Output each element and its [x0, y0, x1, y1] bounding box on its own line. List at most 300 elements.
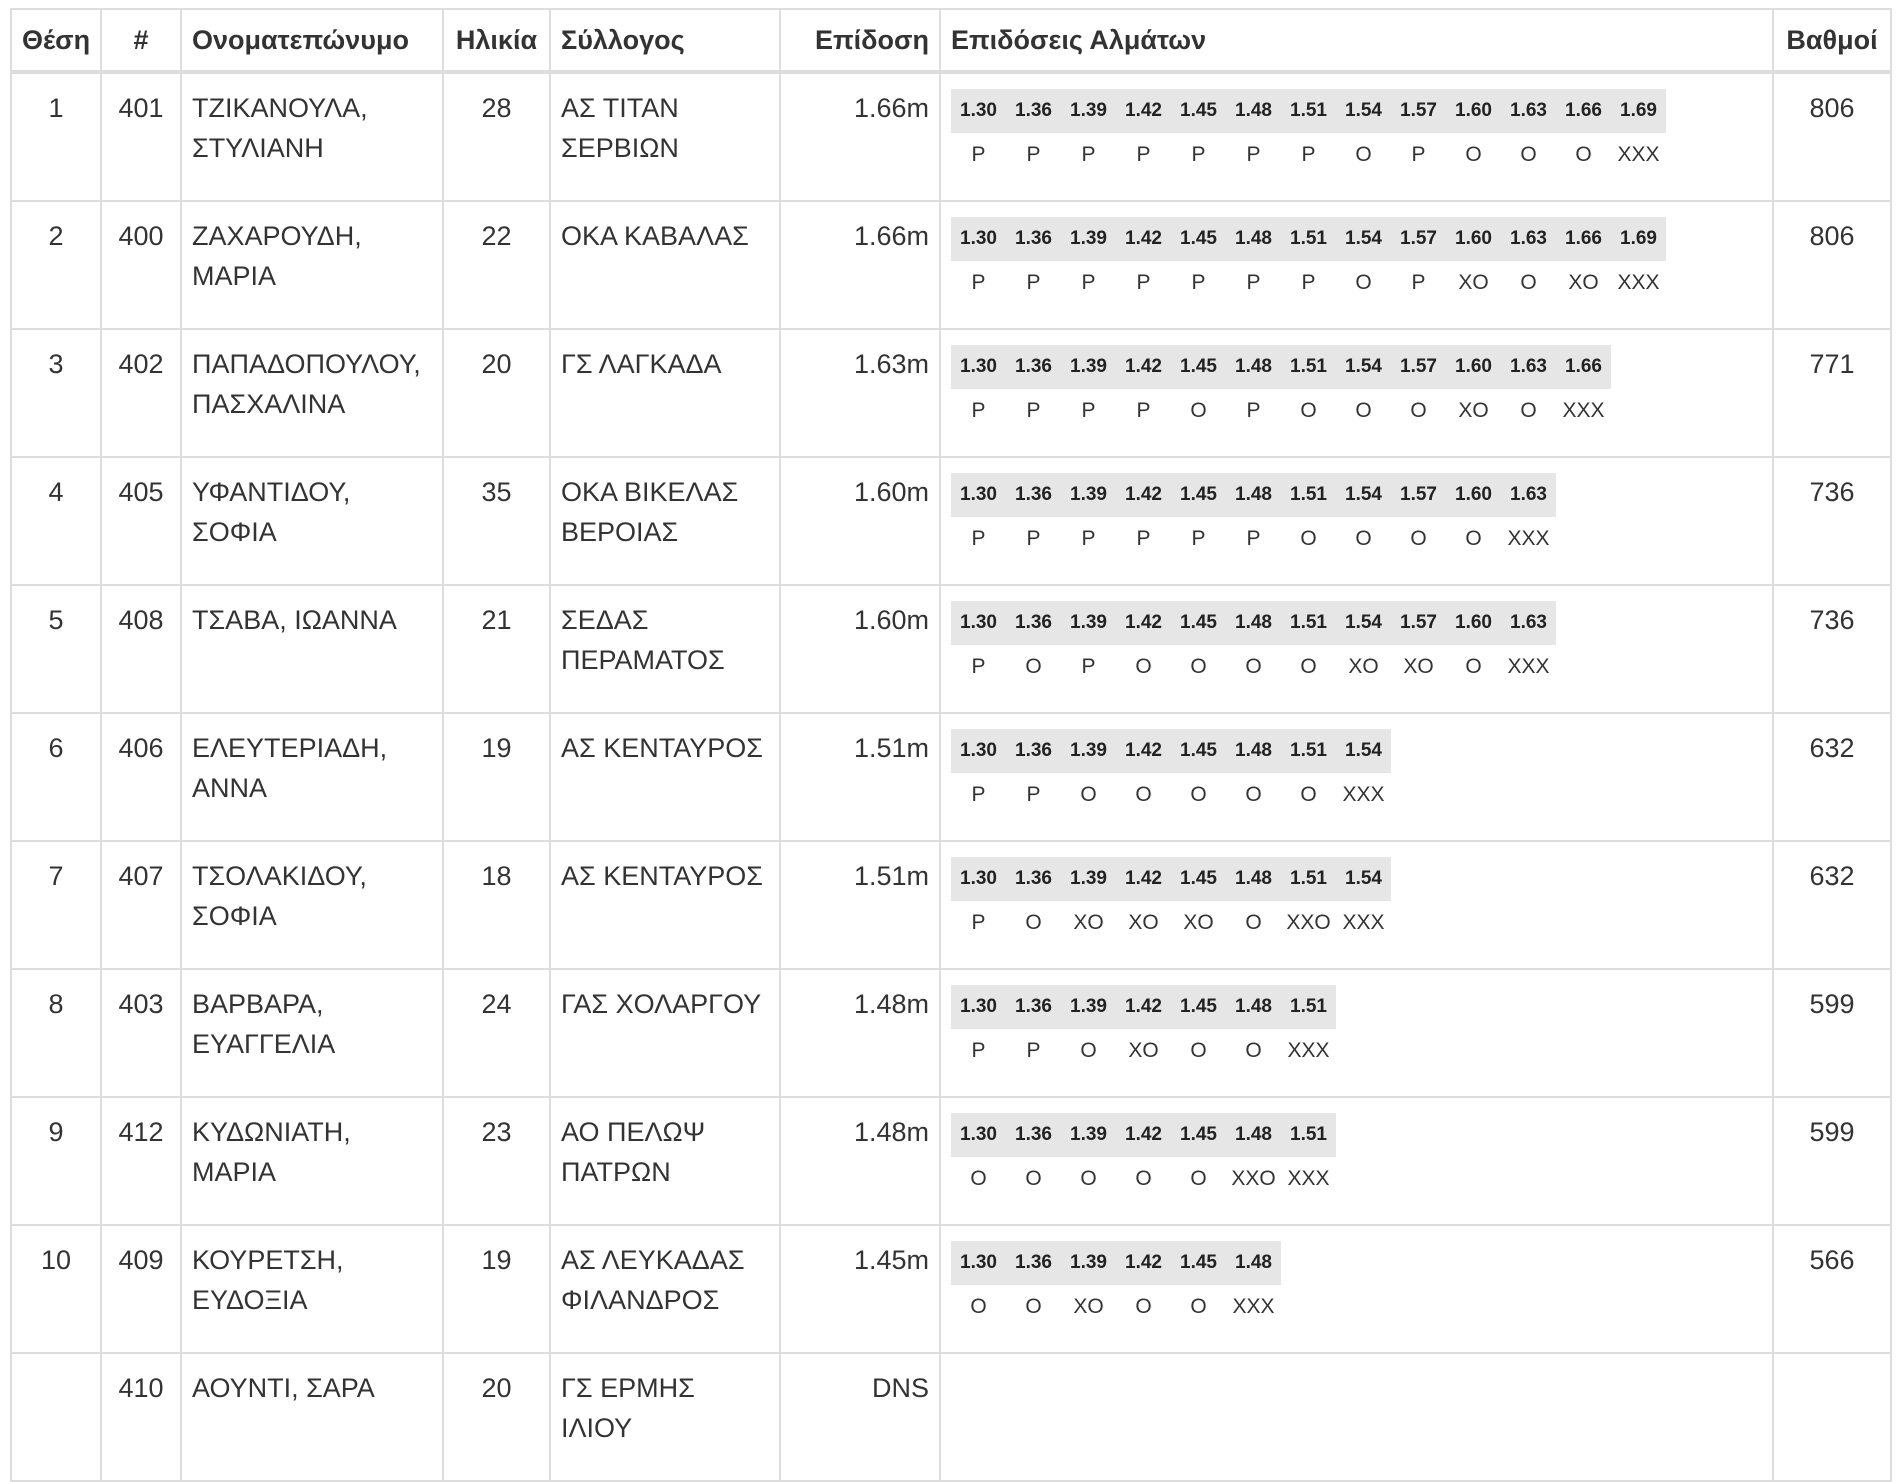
attempt-height: 1.42	[1116, 217, 1171, 261]
cell-age: 19	[443, 713, 550, 841]
table-row	[11, 969, 1891, 1097]
attempt-height: 1.57	[1391, 601, 1446, 645]
attempt-height: 1.36	[1006, 217, 1061, 261]
cell-performance: 1.48m	[780, 1097, 940, 1225]
attempt-height: 1.60	[1446, 473, 1501, 517]
cell-attempts	[940, 713, 1773, 841]
attempt-height: 1.39	[1061, 1241, 1116, 1285]
attempt-height: 1.30	[951, 89, 1006, 133]
cell-attempts	[940, 969, 1773, 1097]
attempt-mark: XO	[1073, 911, 1104, 934]
cell-bib: 409	[101, 1225, 181, 1353]
cell-place: 10	[11, 1225, 101, 1353]
attempt-height: 1.42	[1116, 729, 1171, 773]
attempt-height: 1.63	[1501, 601, 1556, 645]
attempt-mark: O	[1080, 1039, 1097, 1062]
cell-place: 7	[11, 841, 101, 969]
cell-athlete-name: ΤΖΙΚΑΝΟΥΛΑ, ΣΤΥΛΙΑΝΗ	[181, 72, 443, 201]
attempt-mark: O	[1025, 655, 1042, 678]
cell-club: ΟΚΑ ΒΙΚΕΛΑΣ ΒΕΡΟΙΑΣ	[550, 457, 780, 585]
attempt-height: 1.36	[1006, 473, 1061, 517]
attempt-mark: XXO	[1231, 1167, 1276, 1190]
attempt-marks-row	[951, 1285, 1281, 1329]
attempt-mark: P	[971, 655, 986, 678]
attempt-heights-row	[951, 857, 1391, 901]
cell-place: 6	[11, 713, 101, 841]
attempt-height: 1.60	[1446, 345, 1501, 389]
attempt-mark: P	[1136, 271, 1151, 294]
cell-performance: 1.66m	[780, 72, 940, 201]
cell-attempts	[940, 329, 1773, 457]
cell-age: 20	[443, 1353, 550, 1481]
attempt-mark: O	[970, 1295, 987, 1318]
attempt-height: 1.36	[1006, 345, 1061, 389]
attempt-mark: O	[1190, 1295, 1207, 1318]
cell-club: ΑΣ ΛΕΥΚΑΔΑΣ ΦΙΛΑΝΔΡΟΣ	[550, 1225, 780, 1353]
attempt-marks-row	[951, 773, 1391, 817]
attempts-grid	[951, 601, 1556, 689]
attempt-mark: XO	[1568, 271, 1599, 294]
attempt-mark: O	[1245, 911, 1262, 934]
attempt-mark: XXX	[1617, 143, 1660, 166]
cell-points: 806	[1773, 201, 1891, 329]
attempt-mark: P	[1411, 271, 1426, 294]
attempt-mark: P	[1136, 527, 1151, 550]
cell-place: 1	[11, 72, 101, 201]
attempt-height: 1.60	[1446, 601, 1501, 645]
attempt-mark: XXO	[1286, 911, 1331, 934]
cell-athlete-name: ΖΑΧΑΡΟΥΔΗ, ΜΑΡΙΑ	[181, 201, 443, 329]
attempt-height: 1.63	[1501, 473, 1556, 517]
attempt-height: 1.30	[951, 857, 1006, 901]
cell-performance: 1.48m	[780, 969, 940, 1097]
cell-place: 4	[11, 457, 101, 585]
attempts-grid	[951, 473, 1556, 561]
cell-attempts	[940, 457, 1773, 585]
header-bib[interactable]: #	[101, 9, 181, 72]
attempt-height: 1.48	[1226, 1113, 1281, 1157]
cell-age: 20	[443, 329, 550, 457]
cell-bib: 412	[101, 1097, 181, 1225]
attempt-mark: P	[971, 143, 986, 166]
attempt-mark: P	[1246, 271, 1261, 294]
attempt-mark: O	[1190, 783, 1207, 806]
attempt-mark: O	[1465, 527, 1482, 550]
attempt-mark: O	[1300, 527, 1317, 550]
attempt-mark: O	[1355, 143, 1372, 166]
attempt-height: 1.30	[951, 1241, 1006, 1285]
attempt-mark: XO	[1403, 655, 1434, 678]
cell-bib: 406	[101, 713, 181, 841]
attempt-height: 1.30	[951, 985, 1006, 1029]
cell-place: 2	[11, 201, 101, 329]
cell-athlete-name: ΤΣΟΛΑΚΙΔΟΥ, ΣΟΦΙΑ	[181, 841, 443, 969]
cell-athlete-name: ΥΦΑΝΤΙΔΟΥ, ΣΟΦΙΑ	[181, 457, 443, 585]
cell-performance: 1.60m	[780, 457, 940, 585]
attempt-height: 1.39	[1061, 1113, 1116, 1157]
attempt-mark: XXX	[1287, 1039, 1330, 1062]
attempt-height: 1.45	[1171, 217, 1226, 261]
attempt-mark: P	[971, 783, 986, 806]
cell-performance: 1.60m	[780, 585, 940, 713]
cell-attempts	[940, 201, 1773, 329]
header-points[interactable]: Βαθμοί	[1773, 9, 1891, 72]
attempt-height: 1.36	[1006, 89, 1061, 133]
table-row	[11, 201, 1891, 329]
attempt-mark: O	[1135, 783, 1152, 806]
attempt-height: 1.36	[1006, 729, 1061, 773]
attempt-height: 1.42	[1116, 345, 1171, 389]
cell-age: 19	[443, 1225, 550, 1353]
cell-age: 35	[443, 457, 550, 585]
cell-performance: 1.45m	[780, 1225, 940, 1353]
table-row	[11, 1225, 1891, 1353]
attempt-mark: O	[1355, 399, 1372, 422]
attempt-height: 1.54	[1336, 473, 1391, 517]
attempt-height: 1.42	[1116, 89, 1171, 133]
attempt-mark: O	[970, 1167, 987, 1190]
attempt-mark: O	[1300, 399, 1317, 422]
attempt-mark: O	[1025, 1167, 1042, 1190]
cell-athlete-name: ΚΥΔΩΝΙΑΤΗ, ΜΑΡΙΑ	[181, 1097, 443, 1225]
attempt-mark: P	[971, 271, 986, 294]
attempt-mark: O	[1520, 271, 1537, 294]
attempt-mark: P	[1026, 1039, 1041, 1062]
cell-attempts	[940, 1353, 1773, 1481]
attempt-height: 1.48	[1226, 729, 1281, 773]
attempt-height: 1.48	[1226, 601, 1281, 645]
cell-club: ΑΣ ΤΙΤΑΝ ΣΕΡΒΙΩΝ	[550, 72, 780, 201]
attempt-mark: O	[1410, 527, 1427, 550]
attempt-mark: P	[1081, 399, 1096, 422]
attempt-mark: P	[1191, 271, 1206, 294]
attempt-height: 1.48	[1226, 217, 1281, 261]
cell-club: ΓΣ ΛΑΓΚΑΔΑ	[550, 329, 780, 457]
attempt-marks-row	[951, 1029, 1336, 1073]
attempt-height: 1.57	[1391, 345, 1446, 389]
attempt-height: 1.54	[1336, 857, 1391, 901]
attempts-grid	[951, 345, 1611, 433]
attempt-mark: P	[971, 527, 986, 550]
attempt-mark: XO	[1458, 271, 1489, 294]
cell-attempts	[940, 72, 1773, 201]
cell-performance: 1.63m	[780, 329, 940, 457]
attempt-height: 1.39	[1061, 473, 1116, 517]
attempt-height: 1.63	[1501, 217, 1556, 261]
attempt-mark: O	[1190, 655, 1207, 678]
attempt-mark: P	[1081, 143, 1096, 166]
cell-bib: 408	[101, 585, 181, 713]
cell-points: 566	[1773, 1225, 1891, 1353]
cell-performance: 1.66m	[780, 201, 940, 329]
attempts-grid	[951, 1113, 1336, 1201]
cell-points: 599	[1773, 1097, 1891, 1225]
attempt-mark: O	[1245, 655, 1262, 678]
header-age[interactable]: Ηλικία	[443, 9, 550, 72]
cell-points: 632	[1773, 713, 1891, 841]
attempt-height: 1.54	[1336, 89, 1391, 133]
attempt-mark: XO	[1073, 1295, 1104, 1318]
cell-age: 21	[443, 585, 550, 713]
cell-age: 28	[443, 72, 550, 201]
attempt-height: 1.30	[951, 473, 1006, 517]
attempts-grid	[951, 985, 1336, 1073]
table-header	[11, 9, 1891, 72]
attempt-mark: XXX	[1342, 911, 1385, 934]
table-row	[11, 713, 1891, 841]
cell-place	[11, 1353, 101, 1481]
attempts-grid	[951, 89, 1666, 177]
attempt-height: 1.45	[1171, 601, 1226, 645]
attempt-height: 1.51	[1281, 857, 1336, 901]
cell-points: 599	[1773, 969, 1891, 1097]
table-row	[11, 585, 1891, 713]
attempt-height: 1.66	[1556, 89, 1611, 133]
attempt-height: 1.42	[1116, 985, 1171, 1029]
attempt-mark: XO	[1458, 399, 1489, 422]
attempt-height: 1.48	[1226, 473, 1281, 517]
table-body	[11, 72, 1891, 1481]
results-table	[10, 8, 1892, 1482]
attempt-height: 1.45	[1171, 1113, 1226, 1157]
attempt-marks-row	[951, 261, 1666, 305]
attempt-mark: O	[1355, 271, 1372, 294]
attempt-mark: XXX	[1507, 655, 1550, 678]
attempt-height: 1.42	[1116, 1241, 1171, 1285]
attempt-mark: XO	[1128, 911, 1159, 934]
attempt-height: 1.54	[1336, 729, 1391, 773]
table-row	[11, 329, 1891, 457]
attempt-mark: O	[1135, 655, 1152, 678]
attempt-mark: P	[1136, 399, 1151, 422]
cell-points: 632	[1773, 841, 1891, 969]
cell-place: 9	[11, 1097, 101, 1225]
attempt-mark: O	[1575, 143, 1592, 166]
cell-age: 22	[443, 201, 550, 329]
attempt-heights-row	[951, 985, 1336, 1029]
attempt-height: 1.30	[951, 1113, 1006, 1157]
attempt-height: 1.51	[1281, 345, 1336, 389]
attempt-heights-row	[951, 345, 1611, 389]
attempt-mark: O	[1520, 399, 1537, 422]
attempt-height: 1.60	[1446, 89, 1501, 133]
attempt-height: 1.48	[1226, 985, 1281, 1029]
attempt-height: 1.30	[951, 217, 1006, 261]
attempt-height: 1.54	[1336, 345, 1391, 389]
attempt-height: 1.36	[1006, 1113, 1061, 1157]
attempt-mark: P	[1026, 399, 1041, 422]
attempt-mark: P	[1411, 143, 1426, 166]
cell-bib: 410	[101, 1353, 181, 1481]
cell-bib: 405	[101, 457, 181, 585]
attempt-mark: O	[1410, 399, 1427, 422]
attempt-heights-row	[951, 473, 1556, 517]
attempts-grid	[951, 857, 1391, 945]
attempt-height: 1.69	[1611, 217, 1666, 261]
header-performance[interactable]: Επίδοση	[780, 9, 940, 72]
attempt-height: 1.36	[1006, 985, 1061, 1029]
cell-athlete-name: ΕΛΕΥΤΕΡΙΑΔΗ, ΑΝΝΑ	[181, 713, 443, 841]
cell-place: 8	[11, 969, 101, 1097]
cell-points: 806	[1773, 72, 1891, 201]
attempt-height: 1.39	[1061, 729, 1116, 773]
attempt-mark: O	[1190, 1039, 1207, 1062]
header-club[interactable]: Σύλλογος	[550, 9, 780, 72]
attempt-mark: P	[1191, 143, 1206, 166]
cell-age: 18	[443, 841, 550, 969]
attempt-heights-row	[951, 729, 1391, 773]
cell-points: 771	[1773, 329, 1891, 457]
attempt-height: 1.51	[1281, 473, 1336, 517]
attempt-mark: O	[1080, 783, 1097, 806]
attempt-height: 1.42	[1116, 473, 1171, 517]
attempt-height: 1.45	[1171, 985, 1226, 1029]
attempt-mark: P	[1136, 143, 1151, 166]
cell-performance: DNS	[780, 1353, 940, 1481]
attempt-height: 1.42	[1116, 601, 1171, 645]
attempt-mark: P	[1026, 783, 1041, 806]
attempt-mark: XXX	[1342, 783, 1385, 806]
attempt-mark: O	[1465, 655, 1482, 678]
attempt-mark: O	[1300, 783, 1317, 806]
attempt-mark: O	[1300, 655, 1317, 678]
attempt-height: 1.39	[1061, 985, 1116, 1029]
attempt-height: 1.30	[951, 729, 1006, 773]
attempt-height: 1.66	[1556, 345, 1611, 389]
attempt-mark: O	[1355, 527, 1372, 550]
header-attempts[interactable]: Επιδόσεις Αλμάτων	[940, 9, 1773, 72]
attempt-height: 1.45	[1171, 1241, 1226, 1285]
cell-bib: 403	[101, 969, 181, 1097]
attempt-height: 1.63	[1501, 345, 1556, 389]
attempt-mark: XXX	[1232, 1295, 1275, 1318]
header-name[interactable]: Ονοματεπώνυμο	[181, 9, 443, 72]
attempt-height: 1.51	[1281, 729, 1336, 773]
attempt-height: 1.51	[1281, 985, 1336, 1029]
cell-athlete-name: ΠΑΠΑΔΟΠΟΥΛΟΥ, ΠΑΣΧΑΛΙΝΑ	[181, 329, 443, 457]
attempt-height: 1.51	[1281, 217, 1336, 261]
attempt-height: 1.54	[1336, 601, 1391, 645]
attempt-mark: P	[1246, 143, 1261, 166]
attempt-heights-row	[951, 1113, 1336, 1157]
attempt-mark: XXX	[1287, 1167, 1330, 1190]
attempt-marks-row	[951, 133, 1666, 177]
cell-performance: 1.51m	[780, 841, 940, 969]
header-place[interactable]: Θέση	[11, 9, 101, 72]
cell-club: ΓΑΣ ΧΟΛΑΡΓΟΥ	[550, 969, 780, 1097]
cell-place: 5	[11, 585, 101, 713]
attempt-height: 1.42	[1116, 1113, 1171, 1157]
cell-athlete-name: ΤΣΑΒΑ, ΙΩΑΝΝΑ	[181, 585, 443, 713]
attempt-height: 1.48	[1226, 89, 1281, 133]
table-row	[11, 841, 1891, 969]
cell-performance: 1.51m	[780, 713, 940, 841]
cell-points: 736	[1773, 585, 1891, 713]
attempt-mark: P	[1026, 527, 1041, 550]
attempt-mark: P	[1081, 527, 1096, 550]
cell-club: ΑΣ ΚΕΝΤΑΥΡΟΣ	[550, 841, 780, 969]
attempt-heights-row	[951, 89, 1666, 133]
attempt-mark: P	[1081, 271, 1096, 294]
attempt-mark: O	[1520, 143, 1537, 166]
attempt-height: 1.45	[1171, 89, 1226, 133]
attempt-height: 1.36	[1006, 1241, 1061, 1285]
cell-age: 23	[443, 1097, 550, 1225]
cell-attempts	[940, 1225, 1773, 1353]
attempt-height: 1.51	[1281, 89, 1336, 133]
attempt-mark: P	[1246, 527, 1261, 550]
attempt-height: 1.36	[1006, 601, 1061, 645]
attempt-mark: XXX	[1562, 399, 1605, 422]
attempt-height: 1.39	[1061, 217, 1116, 261]
attempt-height: 1.66	[1556, 217, 1611, 261]
attempt-mark: O	[1190, 399, 1207, 422]
attempt-heights-row	[951, 1241, 1281, 1285]
attempt-height: 1.48	[1226, 857, 1281, 901]
cell-club: ΣΕΔΑΣ ΠΕΡΑΜΑΤΟΣ	[550, 585, 780, 713]
attempt-mark: P	[1026, 143, 1041, 166]
cell-club: ΟΚΑ ΚΑΒΑΛΑΣ	[550, 201, 780, 329]
attempt-height: 1.36	[1006, 857, 1061, 901]
attempt-height: 1.54	[1336, 217, 1391, 261]
attempt-height: 1.57	[1391, 217, 1446, 261]
attempt-marks-row	[951, 645, 1556, 689]
attempt-height: 1.42	[1116, 857, 1171, 901]
attempt-mark: O	[1190, 1167, 1207, 1190]
attempt-heights-row	[951, 217, 1666, 261]
attempt-mark: P	[1081, 655, 1096, 678]
cell-bib: 407	[101, 841, 181, 969]
cell-bib: 402	[101, 329, 181, 457]
cell-points	[1773, 1353, 1891, 1481]
cell-age: 24	[443, 969, 550, 1097]
cell-attempts	[940, 841, 1773, 969]
attempt-mark: O	[1025, 1295, 1042, 1318]
table-row	[11, 72, 1891, 201]
attempts-grid	[951, 729, 1391, 817]
attempt-mark: P	[1191, 527, 1206, 550]
attempt-height: 1.45	[1171, 857, 1226, 901]
attempt-height: 1.63	[1501, 89, 1556, 133]
table-row	[11, 1097, 1891, 1225]
attempt-height: 1.45	[1171, 729, 1226, 773]
attempt-height: 1.57	[1391, 89, 1446, 133]
attempt-mark: O	[1080, 1167, 1097, 1190]
attempt-height: 1.51	[1281, 1113, 1336, 1157]
attempt-mark: O	[1245, 783, 1262, 806]
table-row	[11, 1353, 1891, 1481]
attempt-height: 1.39	[1061, 601, 1116, 645]
table-row	[11, 457, 1891, 585]
attempt-heights-row	[951, 601, 1556, 645]
attempts-grid	[951, 217, 1666, 305]
attempt-mark: P	[971, 1039, 986, 1062]
cell-athlete-name: ΒΑΡΒΑΡΑ, ΕΥΑΓΓΕΛΙΑ	[181, 969, 443, 1097]
cell-club: ΓΣ ΕΡΜΗΣ ΙΛΙΟΥ	[550, 1353, 780, 1481]
attempt-mark: P	[1301, 143, 1316, 166]
attempt-mark: O	[1135, 1167, 1152, 1190]
attempts-grid	[951, 1241, 1281, 1329]
attempt-height: 1.30	[951, 345, 1006, 389]
attempt-mark: P	[1246, 399, 1261, 422]
attempt-mark: P	[1026, 271, 1041, 294]
attempt-marks-row	[951, 901, 1391, 945]
attempt-height: 1.39	[1061, 857, 1116, 901]
cell-place: 3	[11, 329, 101, 457]
attempt-height: 1.51	[1281, 601, 1336, 645]
attempt-height: 1.45	[1171, 345, 1226, 389]
attempt-mark: P	[971, 911, 986, 934]
